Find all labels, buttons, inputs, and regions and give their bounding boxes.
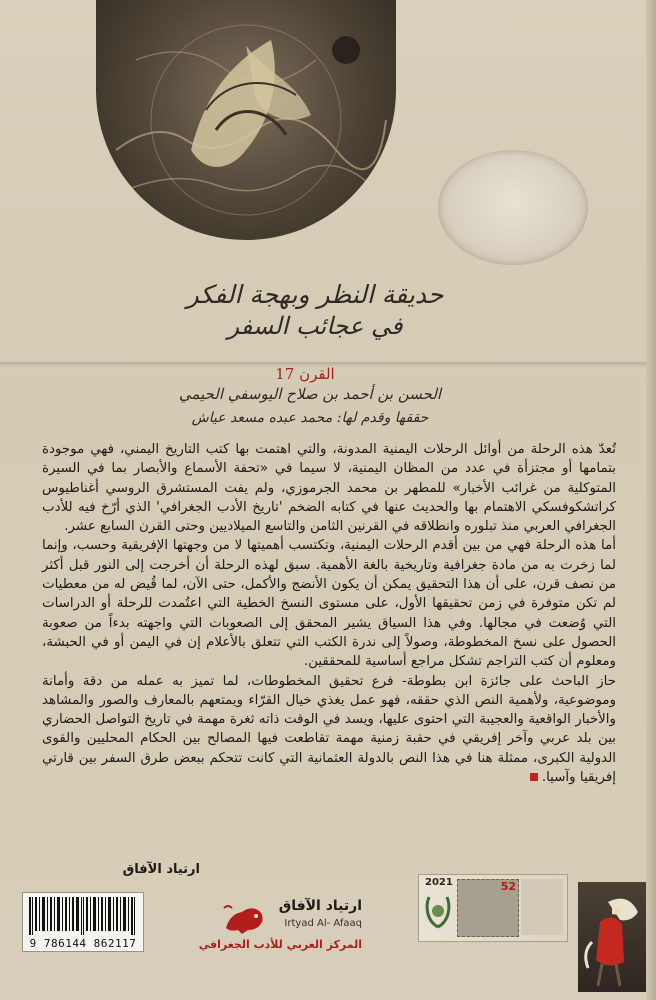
stamp-right-panel (521, 879, 563, 935)
centre-name: المركز العربي للأدب الجغرافي (198, 938, 362, 951)
calligraphy-emblem (96, 0, 396, 240)
blurb-paragraph-1: تُعدّ هذه الرحلة من أوائل الرحلات اليمنية المدونة، والتي اهتمت بها كتب التاريخ اليمني، فهي موجودة بتمامها أو مجتزأة في عدد من المظان اليمنية، لا سيما في «تحفة الأسماع والأبصار بما في السيرة المتوكلية من غرائب الأخبار» للمطهر بن محمد الجرموزي، ولم يفت المستشرق الروسي أغناطيوس كراتشكوفسكي الاهتمام بها والحديث عنها في كتابه الضخم 'تاريخ الأدب الجغرافي' الذي أرّخ فيه للأدب الجغرافي العربي منذ تبلوره وانطلاقه في القرنين الثامن والتاسع الميلاديين وحتى القرن السابع عشر. (42, 442, 616, 535)
laurel-wreath-icon (421, 881, 455, 931)
publisher-name-english: Irtyad Al- Afaaq (284, 918, 362, 929)
stamp-image (457, 879, 519, 937)
blurb-paragraph-3-text: حاز الباحث على جائزة ابن بطوطة- فرع تحقيق المخطوطات، لما تميز به عمله من دقة وأمانة وموضوعية، ولأهمية النص الذي حققه، فهو عمل يغذي خيال القرّاء ويمتعهم بالمعارف والصور والمشاهد والأخبار الواقعية والعجيبة التي احتوى عليها، ويسد في الوقت ذاته ثغرة مهمة في تاريخ التواصل الحضاري بين بلد عربي وآخر إفريقي في حقبة زمنية مهمة تقاطعت فيها المصالح بين الحكام المحليين والقوى الدولية الكبرى، ممثلة هنا في هذا النص بالدولة العثمانية التي كانت تتحكم ببعض طرق السفر بين قارتي إفريقيا وآسيا. (42, 673, 616, 786)
stamp-number: 52 (500, 880, 516, 893)
end-mark-icon (530, 773, 538, 781)
publisher-name-arabic: ارتياد الآفاق (278, 898, 362, 914)
cover-edge (646, 0, 656, 1000)
author-name: الحسن بن أحمد بن صلاح اليوسفي الحيمي (178, 385, 442, 403)
award-year: 2021 (425, 877, 453, 888)
series-label: القرن 17 (275, 365, 335, 383)
award-strip (418, 874, 568, 942)
angel-icon (578, 882, 646, 992)
blurb-paragraph-2: أما هذه الرحلة فهي من بين أقدم الرحلات اليمنية، وتكتسب أهميتها لا من وجهتها الإفريقية وحسب، وإنما لما زخرت به من مادة جغرافية وتاريخية بالغة الأهمية. سبق لهذه الرحلة أن أخرجت إلى النور قبل أكثر من نصف قرن، على أن هذا التحقيق يمكن أن يكون الأنضج والأكمل، حتى الآن، لما قُيض له من معطيات لم تكن متوفرة في زمن تحقيقها الأول، على مستوى النسخ الخطية التي اعتُمدت للرحلة أو الدراسات التي وُضعت في مجالها. وفي هذا السياق يشير المحقق إلى الصعوبات التي واجهته بدءاً من صعوبة الحصول على نسخ المخطوطة، وصولاً إلى ندرة الكتب التي تتعلق بالأعلام إن في اليمن أو في الحبشة، ومعلوم أن كتب التراجم تشكل مراجع أساسية للمحققين. (42, 538, 616, 670)
subtitle-line1: حديقة النظر وبهجة الفكر (186, 280, 444, 309)
blurb-paragraph-3 (42, 672, 616, 788)
blurb-text (42, 440, 616, 787)
angel-illustration (578, 882, 646, 992)
isbn-number: 9 786144 862117 (29, 937, 137, 950)
barcode (22, 892, 144, 952)
portrait-medallion (438, 150, 588, 265)
subtitle-line2: في عجائب السفر (227, 312, 403, 340)
barcode-bars (29, 897, 137, 935)
publisher-short-name: ارتياد الآفاق (122, 862, 200, 877)
map-art (96, 0, 396, 240)
editor-credit: حققها وقدم لها: محمد عبده مسعد عياش (191, 410, 429, 426)
